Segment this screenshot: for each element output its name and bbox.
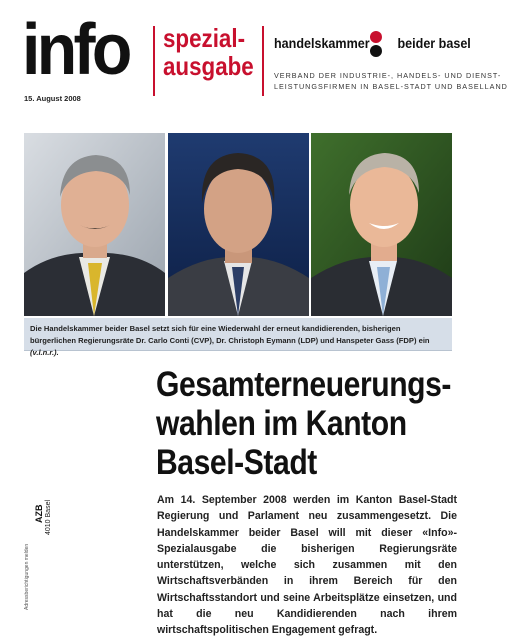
- masthead-title: info: [22, 10, 129, 90]
- masthead-divider-left: [153, 26, 155, 96]
- brand-right: beider basel: [397, 36, 471, 51]
- caption-text: Die Handelskammer beider Basel setzt sich für eine Wiederwahl der erneut kandidierenden, bisherigen bürgerlichen Regierungsräte Dr. Carlo Conti (CVP), Dr. Christoph Eymann (LDP) und Hanspeter Gass (FDP) ein: [30, 324, 430, 345]
- edition-line-1: spezial-: [163, 23, 246, 53]
- photo-caption: [24, 318, 452, 357]
- lead-paragraph: Am 14. September 2008 werden im Kanton Basel-Stadt Regierung und Parlament neu zusammengesetzt. Die Handelskammer beider Basel will mit dieser «Info»-Spezialausgabe die bisherigen Regierungsräte unterstützen, welche sich zusammen mit den Wirtschaftsverbänden in ihrem Bereich für den Wirtschaftsstandort und seine Arbeitsplätze einsetzen, und hat die neu Kandidierenden nach ihrem wirtschaftspolitischen Engagement gefragt.: [157, 494, 457, 637]
- edition-line-2: ausgabe: [163, 51, 254, 81]
- association-tagline: VERBAND DER INDUSTRIE-, HANDELS- UND DIENST- LEISTUNGSFIRMEN IN BASEL-STADT UND BASELLAND: [274, 71, 508, 91]
- azb-label: AZB: [34, 504, 44, 523]
- caption-order: (v.l.n.r.).: [30, 348, 59, 357]
- edition-label: [163, 24, 254, 80]
- logo-dots-icon: [369, 30, 383, 58]
- issue-date: 15. August 2008: [24, 94, 81, 103]
- brand-left: handelskammer: [274, 36, 370, 51]
- photo-carlo-conti: [24, 133, 165, 316]
- photo-hanspeter-gass: [311, 133, 452, 316]
- main-headline: Gesamterneuerungs- wahlen im Kanton Basel-Stadt: [156, 365, 452, 482]
- masthead-divider-right: [262, 26, 264, 96]
- postal-city: 4010 Basel: [45, 499, 52, 535]
- photo-christoph-eymann: [168, 133, 309, 316]
- address-notice: Adressberichtigungen melden: [24, 543, 30, 610]
